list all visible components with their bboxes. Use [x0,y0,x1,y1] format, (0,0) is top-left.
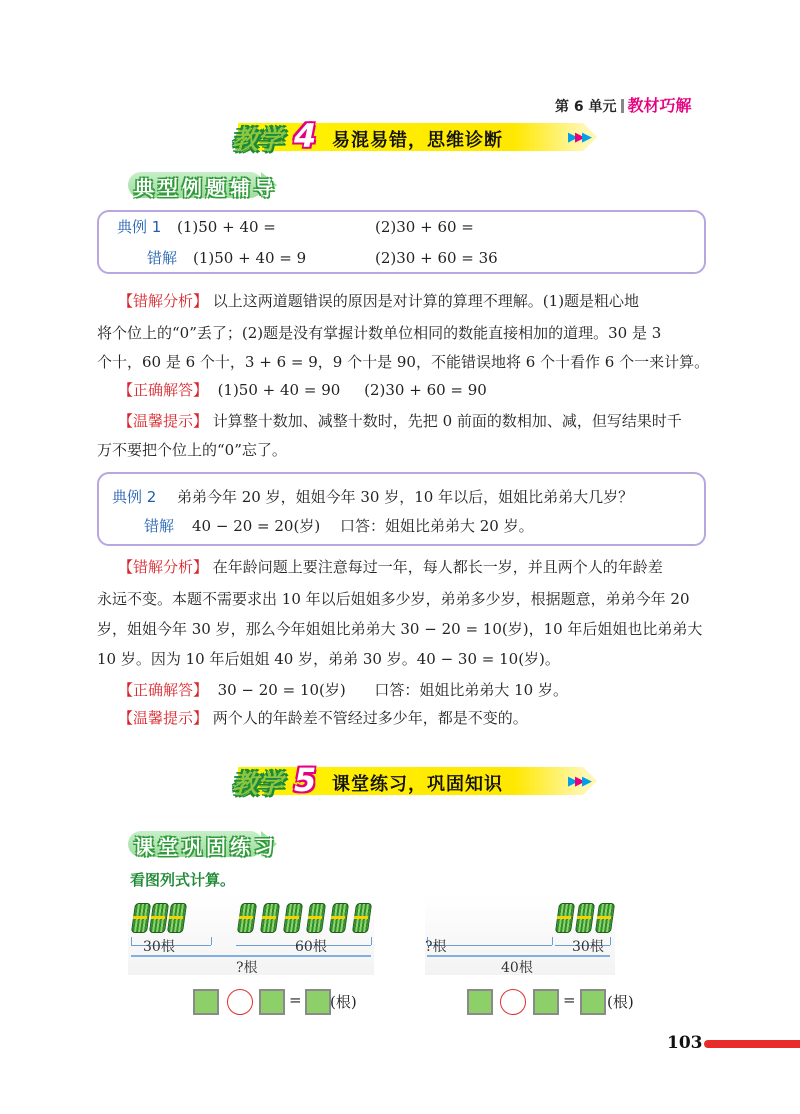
tip-1-line-1 [118,405,682,437]
brace-tick [552,937,553,945]
right-total-label: 40根 [501,960,533,976]
answer-1-a1: (1)50 + 40 = 90 [217,381,341,399]
answer-2-ans: 口答：姐姐比弟弟大 10 岁。 [374,681,568,699]
equals-sign: = [563,991,576,1009]
answer-box-2[interactable] [259,989,285,1015]
example-2-wrong-label [144,515,174,537]
answer-label: 【正确解答】 [118,681,209,699]
example-1-label [117,216,161,238]
analysis-label: 【错解分析】 [118,558,209,576]
example-label: 典例 1 [117,218,162,236]
analysis-label: 【错解分析】 [118,292,209,310]
left-part1-label: 30根 [143,939,175,955]
brace-tick [211,937,212,945]
example-2-wrong: 40 − 20 = 20(岁) [192,517,321,535]
wrong-label: 错解 [144,517,175,535]
example-1-w2: (2)30 + 60 = 36 [375,249,498,267]
answer-1 [118,374,487,406]
answer-box-1[interactable] [193,989,219,1015]
analysis-2-line-3: 岁，姐姐今年 30 岁，那么今年姐姐比弟弟大 30 − 20 = 10(岁)，10 年后姐姐也比弟弟大 [97,620,703,638]
left-unit: (根) [330,993,357,1011]
operator-circle[interactable] [500,989,526,1015]
analysis-1-line-1 [118,285,639,317]
analysis-2-line-1 [118,551,663,583]
banner-title: 课堂练习，巩固知识 [332,774,503,795]
banner-number: 4 [294,117,317,155]
analysis-1-line-3: 个十，60 是 6 个十，3 + 6 = 9，9 个十是 90，不能错误地将 6 个十看作 6 个一来计算。 [97,353,710,371]
brace-tick [131,937,132,945]
tip-text: 计算整十数加、减整十数时，先把 0 前面的数相加、减，但写结果时千 [212,412,682,430]
left-part2-label: 60根 [295,939,327,955]
left-total-label: ?根 [236,960,258,976]
answer-box-2[interactable] [533,989,559,1015]
example-2-wrong-answer: 口答：姐姐比弟弟大 20 岁。 [340,517,534,535]
right-part1-label: ?根 [425,939,447,955]
pill-text: 课堂巩固练习 [134,835,278,859]
brace-tick [610,937,611,945]
tip-2 [118,702,528,734]
exercise-prompt: 看图列式计算。 [130,871,236,889]
page-number-bar [704,1040,800,1048]
analysis-text: 在年龄问题上要注意每过一年，每人都长一岁，并且两个人的年龄差 [212,558,663,576]
answer-label: 【正确解答】 [118,381,209,399]
example-1-q2: (2)30 + 60 = [375,218,474,236]
answer-1-a2: (2)30 + 60 = 90 [364,381,487,399]
pill-example-guidance [128,170,288,198]
banner-title: 易混易错，思维诊断 [332,130,503,151]
analysis-2-line-2: 永远不变。本题不需要求出 10 年以后姐姐多少岁，弟弟多少岁，根据题意，弟弟今年 20 [97,590,690,608]
pill-classroom-practice [128,829,288,857]
section-label: 教材巧解 [627,96,692,115]
answer-box-1[interactable] [467,989,493,1015]
answer-box-result[interactable] [305,989,331,1015]
banner-number: 5 [294,761,317,799]
unit-header [555,93,692,116]
operator-circle[interactable] [227,989,253,1015]
answer-box-result[interactable] [580,989,606,1015]
section-banner-4 [228,117,598,156]
example-2-label [112,486,156,508]
wrong-label: 错解 [147,249,178,267]
tip-1-line-2: 万不要把个位上的“0”忘了。 [97,441,287,459]
equals-sign: = [289,991,302,1009]
tip-label: 【温馨提示】 [118,709,209,727]
analysis-1-line-2: 将个位上的“0”丢了；(2)题是没有掌握计数单位相同的数能直接相加的道理。30 是 3 [97,324,662,342]
tip-label: 【温馨提示】 [118,412,209,430]
pill-text: 典型例题辅导 [134,176,278,200]
right-unit: (根) [607,993,634,1011]
example-2-question: 弟弟今年 20 岁，姐姐今年 30 岁，10 年以后，姐姐比弟弟大几岁？ [177,488,634,506]
banner-tag: 教学 [232,770,283,800]
brace-tick [371,937,372,945]
banner-tag: 教学 [232,126,283,156]
right-part2-label: 30根 [572,939,604,955]
example-1-w1: (1)50 + 40 = 9 [193,249,307,267]
analysis-text: 以上这两道题错误的原因是对计算的算理不理解。(1)题是粗心地 [212,292,640,310]
triple-arrow-icon: ▶▶▶ [568,130,589,145]
page-number: 103 [667,1033,703,1053]
analysis-2-line-4: 10 岁。因为 10 年后姐姐 40 岁，弟弟 30 岁。40 − 30 = 10(岁)。 [97,650,560,668]
example-label: 典例 2 [112,488,157,506]
header-divider [621,99,624,113]
answer-2-eq: 30 − 20 = 10(岁) [217,681,346,699]
unit-label: 第 6 单元 [555,99,617,115]
example-1-wrong-label [147,247,177,269]
tip-text: 两个人的年龄差不管经过多少年，都是不变的。 [212,709,528,727]
example-1-q1: (1)50 + 40 = [177,218,276,236]
section-banner-5 [228,761,598,800]
triple-arrow-icon: ▶▶▶ [568,774,589,789]
